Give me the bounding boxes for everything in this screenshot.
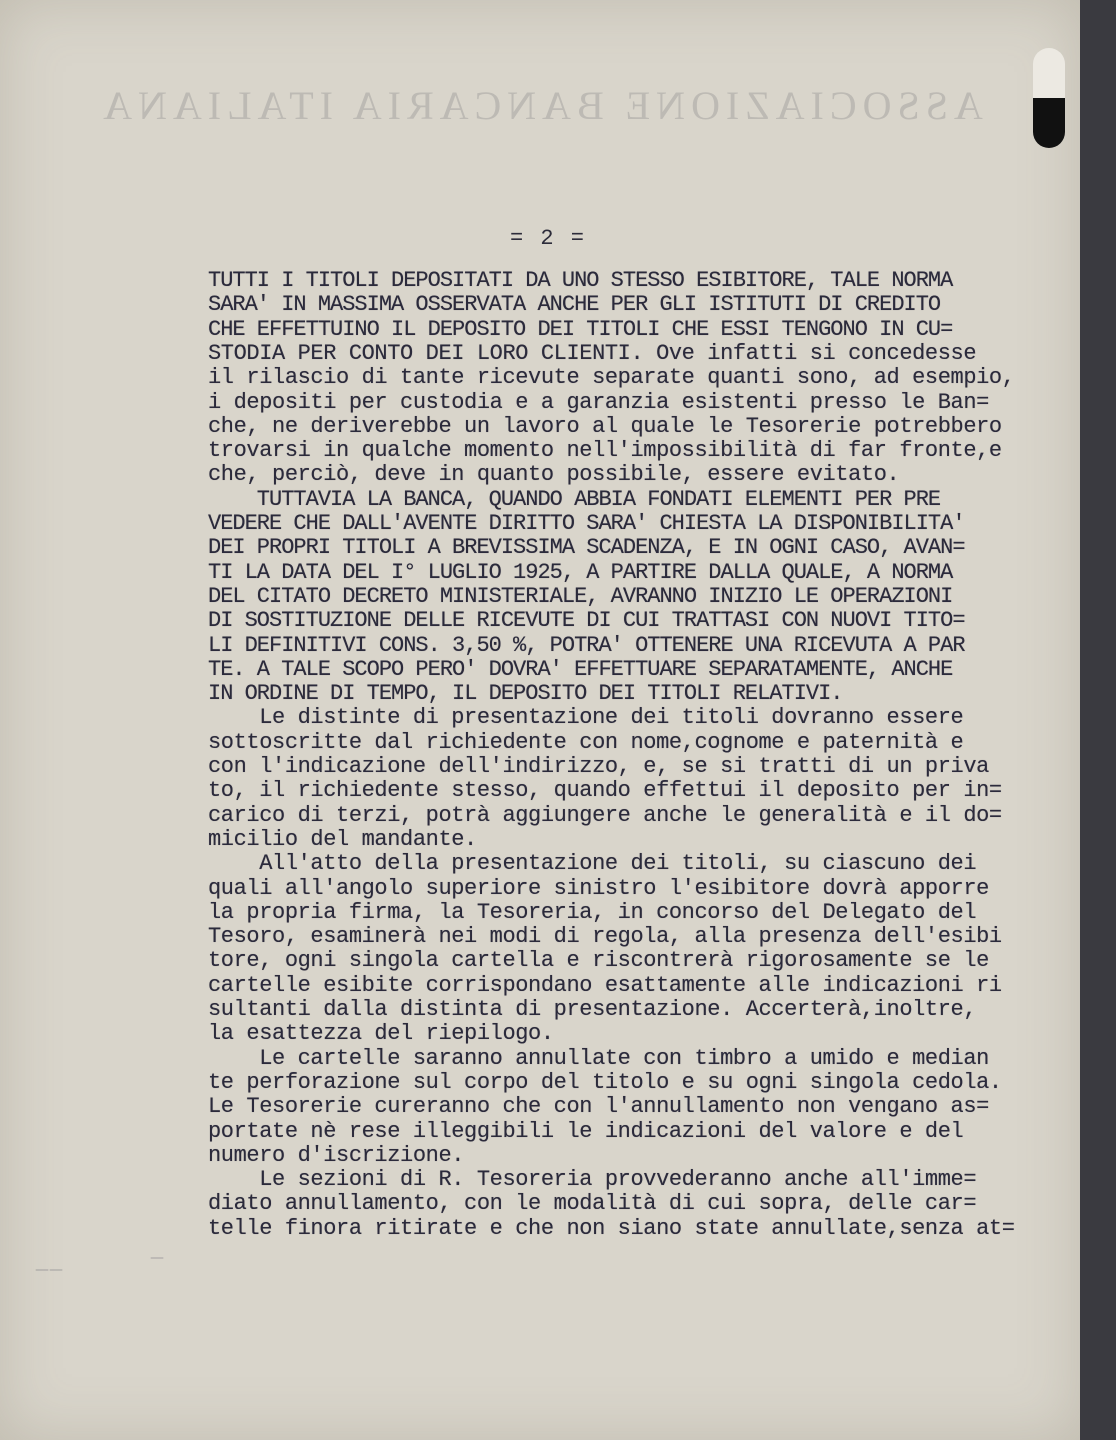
text-line: Tesoro, esaminerà nei modi di regola, alla presenza dell'esibi (208, 924, 1002, 950)
text-line: Le distinte di presentazione dei titoli dovranno essere (208, 705, 964, 731)
text-line: DI SOSTITUZIONE DELLE RICEVUTE DI CUI TRATTASI CON NUOVI TITO= (208, 608, 965, 634)
text-line: TE. A TALE SCOPO PERO' DOVRA' EFFETTUARE SEPARATAMENTE, ANCHE (208, 656, 953, 682)
text-line: che, ne deriverebbe un lavoro al quale le Tesorerie potrebbero (208, 413, 1002, 439)
text-line: to, il richiedente stesso, quando effettui il deposito per in= (208, 778, 1002, 804)
text-line: la esattezza del riepilogo. (208, 1021, 554, 1047)
text-line: i depositi per custodia e a garanzia esistenti presso le Ban= (208, 389, 989, 415)
text-line: sottoscritte dal richiedente con nome,cognome e paternità e (208, 729, 964, 755)
text-line: diato annullamento, con le modalità di cui sopra, delle car= (208, 1191, 977, 1217)
text-line: micilio del mandante. (208, 826, 477, 852)
bleed-through-letterhead: ASSOCIAZIONE BANCARIA ITALIANA (97, 83, 983, 128)
text-line: telle finora ritirate e che non siano state annullate,senza at= (208, 1215, 1015, 1241)
text-line: quali all'angolo superiore sinistro l'esibitore dovrà apporre (208, 875, 989, 901)
text-line: la propria firma, la Tesoreria, in concorso del Delegato del (208, 899, 977, 925)
text-line: che, perciò, deve in quanto possibile, essere evitato. (208, 462, 900, 488)
text-line: numero d'iscrizione. (208, 1142, 465, 1168)
text-line: tore, ogni singola cartella e riscontrerà rigorosamente se le (208, 948, 989, 974)
scan-border (1080, 0, 1116, 1440)
text-line: portate nè rese illeggibili le indicazioni del valore e del (208, 1118, 964, 1144)
text-line: sultanti dalla distinta di presentazione. Accerterà,inoltre, (208, 997, 977, 1022)
text-line: carico di terzi, potrà aggiungere anche le generalità e il do= (208, 802, 1002, 828)
text-line: DEL CITATO DECRETO MINISTERIALE, AVRANNO INIZIO LE OPERAZIONI (208, 583, 953, 609)
pencil-mark: —— (35, 1262, 63, 1278)
text-line: con l'indicazione dell'indirizzo, e, se si tratti di un priva (208, 754, 989, 779)
text-line: STODIA PER CONTO DEI LORO CLIENTI. Ove infatti si concedesse (208, 340, 977, 366)
text-line: Le cartelle saranno annullate con timbro a umido e median (208, 1045, 989, 1071)
text-line: SARA' IN MASSIMA OSSERVATA ANCHE PER GLI ISTITUTI DI CREDITO (208, 292, 941, 318)
page-number: = 2 = (510, 226, 587, 251)
pencil-mark: — (150, 1250, 164, 1266)
text-line: VEDERE CHE DALL'AVENTE DIRITTO SARA' CHIESTA LA DISPONIBILITA' (208, 511, 965, 536)
text-line: il rilascio di tante ricevute separate quanti sono, ad esempio, (208, 365, 1015, 391)
text-line: te perforazione sul corpo del titolo e su ogni singola cedola. (208, 1069, 1002, 1095)
text-line: TUTTAVIA LA BANCA, QUANDO ABBIA FONDATI ELEMENTI PER PRE (208, 486, 941, 512)
text-line: Le sezioni di R. Tesoreria provvederanno anche all'imme= (208, 1167, 977, 1193)
text-line: trovarsi in qualche momento nell'impossibilità di far fronte,e (208, 438, 1002, 464)
text-line: TI LA DATA DEL I° LUGLIO 1925, A PARTIRE DALLA QUALE, A NORMA (208, 559, 953, 585)
text-line: All'atto della presentazione dei titoli, su ciascuno dei (208, 851, 977, 877)
text-line: IN ORDINE DI TEMPO, IL DEPOSITO DEI TITOLI RELATIVI. (208, 681, 843, 707)
text-line: DEI PROPRI TITOLI A BREVISSIMA SCADENZA, E IN OGNI CASO, AVAN= (208, 535, 965, 561)
text-line: CHE EFFETTUINO IL DEPOSITO DEI TITOLI CHE ESSI TENGONO IN CU= (208, 316, 953, 342)
text-line: TUTTI I TITOLI DEPOSITATI DA UNO STESSO ESIBITORE, TALE NORMA (208, 268, 953, 293)
text-line: LI DEFINITIVI CONS. 3,50 %, POTRA' OTTENERE UNA RICEVUTA A PAR (208, 632, 965, 658)
text-line: Le Tesorerie cureranno che con l'annullamento non vengano as= (208, 1094, 989, 1120)
text-line: cartelle esibite corrispondano esattamente alle indicazioni ri (208, 972, 1002, 998)
